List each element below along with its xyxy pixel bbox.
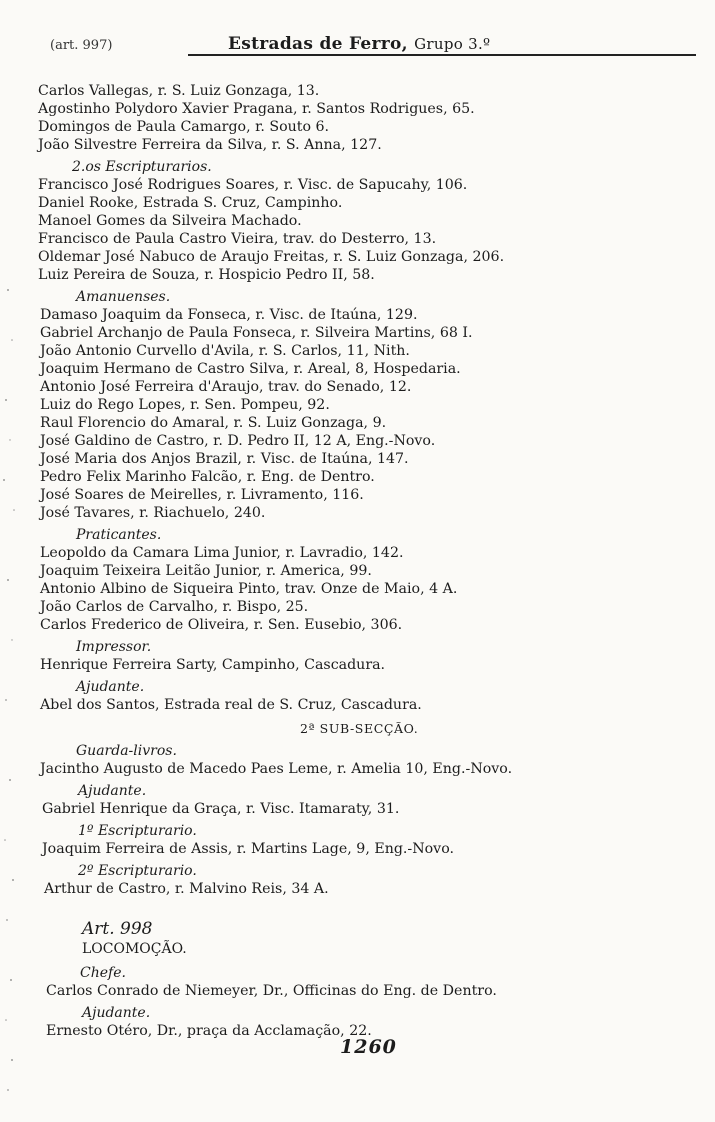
entry-line: Joaquim Teixeira Leitão Junior, r. America, 99. — [40, 563, 372, 579]
running-title — [228, 34, 490, 54]
article-reference: (art. 997) — [50, 38, 113, 53]
entry-line: João Carlos de Carvalho, r. Bispo, 25. — [40, 599, 309, 615]
running-title-group: Grupo 3.º — [414, 35, 491, 53]
subsection-title: 2ª SUB-SECÇÃO. — [300, 721, 419, 736]
section-title: LOCOMOÇÃO. — [82, 941, 187, 957]
entry-line: Francisco de Paula Castro Vieira, trav. do Desterro, 13. — [38, 231, 437, 247]
entry-line: Luiz do Rego Lopes, r. Sen. Pompeu, 92. — [40, 397, 330, 413]
entry-line: Luiz Pereira de Souza, r. Hospicio Pedro II, 58. — [38, 267, 375, 283]
entry-line: Raul Florencio do Amaral, r. S. Luiz Gonzaga, 9. — [40, 415, 387, 431]
entry-line: Antonio José Ferreira d'Araujo, trav. do Senado, 12. — [40, 379, 412, 395]
role-heading: Guarda-livros. — [76, 743, 177, 759]
entry-line: Gabriel Archanjo de Paula Fonseca, r. Silveira Martins, 68 I. — [40, 325, 473, 341]
entry-line: Joaquim Hermano de Castro Silva, r. Areal, 8, Hospedaria. — [40, 361, 461, 377]
entry-line: Francisco José Rodrigues Soares, r. Visc. de Sapucahy, 106. — [38, 177, 468, 193]
header-rule — [188, 54, 696, 56]
entry-line: José Soares de Meirelles, r. Livramento, 116. — [40, 487, 364, 503]
entry-line: João Silvestre Ferreira da Silva, r. S. Anna, 127. — [38, 137, 382, 153]
running-title-main: Estradas de Ferro, — [228, 34, 408, 54]
entry-line: Arthur de Castro, r. Malvino Reis, 34 A. — [44, 881, 329, 897]
role-heading: 1º Escripturario. — [78, 823, 197, 839]
entry-line: Agostinho Polydoro Xavier Pragana, r. Santos Rodrigues, 65. — [38, 101, 475, 117]
entry-line: Abel dos Santos, Estrada real de S. Cruz, Cascadura. — [40, 697, 422, 713]
entry-line: Carlos Conrado de Niemeyer, Dr., Officinas do Eng. de Dentro. — [46, 983, 497, 999]
role-heading: Ajudante. — [78, 783, 147, 799]
article-number: Art. 998 — [82, 919, 153, 939]
role-heading: 2.os Escripturarios. — [72, 159, 212, 175]
entry-line: Joaquim Ferreira de Assis, r. Martins Lage, 9, Eng.-Novo. — [42, 841, 455, 857]
role-heading: Amanuenses. — [76, 289, 171, 305]
role-heading: Praticantes. — [76, 527, 162, 543]
entry-line: Jacintho Augusto de Macedo Paes Leme, r. Amelia 10, Eng.-Novo. — [40, 761, 513, 777]
entry-line: José Galdino de Castro, r. D. Pedro II, 12 A, Eng.-Novo. — [40, 433, 436, 449]
entry-line: Pedro Felix Marinho Falcão, r. Eng. de Dentro. — [40, 469, 375, 485]
entry-line: Carlos Vallegas, r. S. Luiz Gonzaga, 13. — [38, 83, 320, 99]
entry-line: João Antonio Curvello d'Avila, r. S. Carlos, 11, Nith. — [40, 343, 410, 359]
role-heading: Impressor. — [76, 639, 152, 655]
page-number: 1260 — [340, 1036, 397, 1058]
entry-line: José Tavares, r. Riachuelo, 240. — [40, 505, 266, 521]
entry-line: Ernesto Otéro, Dr., praça da Acclamação, 22. — [46, 1023, 372, 1039]
entry-line: Domingos de Paula Camargo, r. Souto 6. — [38, 119, 330, 135]
entry-line: Gabriel Henrique da Graça, r. Visc. Itamaraty, 31. — [42, 801, 400, 817]
role-heading: 2º Escripturario. — [78, 863, 197, 879]
role-heading: Chefe. — [80, 965, 126, 981]
role-heading: Ajudante. — [82, 1005, 151, 1021]
entry-line: José Maria dos Anjos Brazil, r. Visc. de Itaúna, 147. — [40, 451, 409, 467]
entry-line: Carlos Frederico de Oliveira, r. Sen. Eusebio, 306. — [40, 617, 403, 633]
margin-specks-decoration — [0, 280, 30, 1100]
page-header — [38, 32, 696, 58]
entry-line: Antonio Albino de Siqueira Pinto, trav. Onze de Maio, 4 A. — [40, 581, 458, 597]
entry-line: Damaso Joaquim da Fonseca, r. Visc. de Itaúna, 129. — [40, 307, 418, 323]
entry-line: Henrique Ferreira Sarty, Campinho, Cascadura. — [40, 657, 386, 673]
entry-line: Oldemar José Nabuco de Araujo Freitas, r. S. Luiz Gonzaga, 206. — [38, 249, 505, 265]
entry-line: Leopoldo da Camara Lima Junior, r. Lavradio, 142. — [40, 545, 404, 561]
role-heading: Ajudante. — [76, 679, 145, 695]
entry-line: Manoel Gomes da Silveira Machado. — [38, 213, 302, 229]
entry-line: Daniel Rooke, Estrada S. Cruz, Campinho. — [38, 195, 343, 211]
